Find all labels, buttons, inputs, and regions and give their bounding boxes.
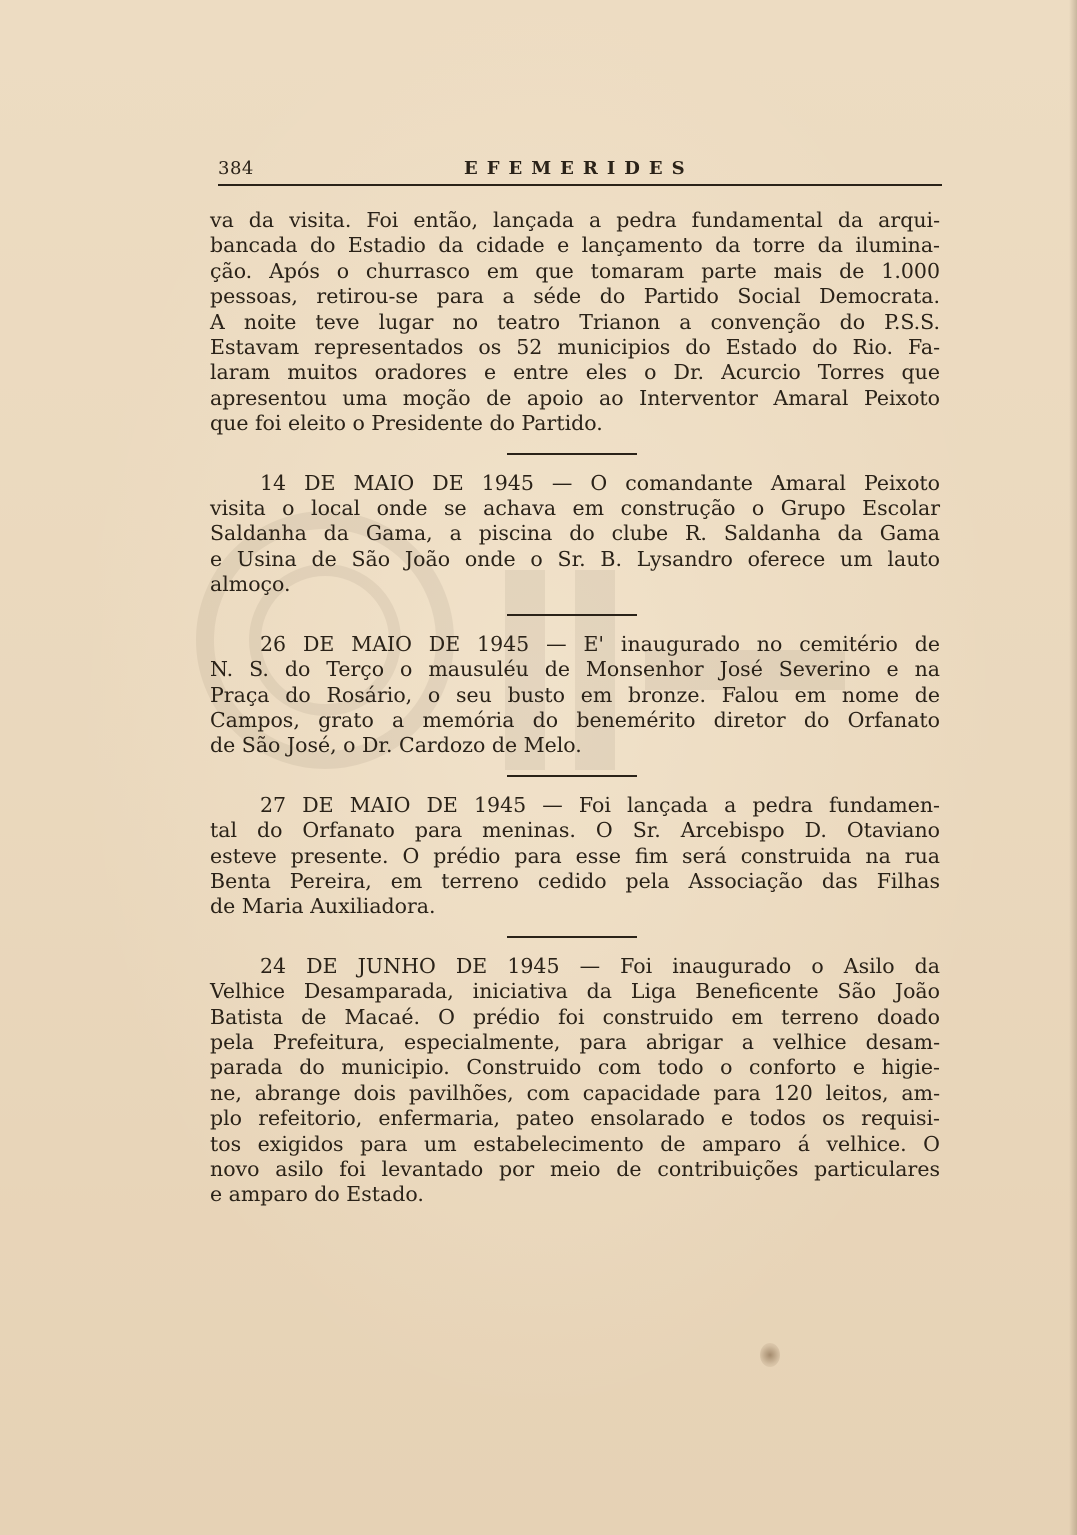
text-line: Batista de Macaé. O prédio foi construido em terreno doado — [210, 1004, 940, 1029]
text-line: laram muitos oradores e entre eles o Dr. Acurcio Torres que — [210, 360, 940, 385]
text-line: Velhice Desamparada, iniciativa da Liga Beneficente São João — [210, 979, 940, 1004]
paper-stain — [760, 1343, 780, 1367]
text-line: pela Prefeitura, especialmente, para abrigar a velhice desam- — [210, 1029, 940, 1054]
text-line: tal do Orfanato para meninas. O Sr. Arcebispo D. Otaviano — [210, 818, 940, 843]
section-separator — [507, 614, 637, 616]
entry-14-maio-1945 — [210, 471, 940, 598]
running-title: EFEMERIDES — [464, 158, 694, 179]
text-line: e Usina de São João onde o Sr. B. Lysandro oferece um lauto — [210, 546, 940, 571]
entry-27-maio-1945 — [210, 793, 940, 920]
text-line: que foi eleito o Presidente do Partido. — [210, 411, 603, 436]
text-line: de São José, o Dr. Cardozo de Melo. — [210, 733, 582, 758]
page-number: 384 — [218, 158, 254, 179]
entry-24-junho-1945 — [210, 954, 940, 1208]
section-separator — [507, 936, 637, 938]
text-line: parada do municipio. Construido com todo o conforto e higie- — [210, 1055, 940, 1080]
text-line: tos exigidos para um estabelecimento de amparo á velhice. O — [210, 1131, 940, 1156]
text-line: visita o local onde se achava em construção o Grupo Escolar — [210, 496, 940, 521]
text-line: ne, abrange dois pavilhões, com capacidade para 120 leitos, am- — [210, 1080, 940, 1105]
text-line: apresentou uma moção de apoio ao Interventor Amaral Peixoto — [210, 385, 940, 410]
text-line: ção. Após o churrasco em que tomaram parte mais de 1.000 — [210, 258, 940, 283]
text-line: Benta Pereira, em terreno cedido pela Associação das Filhas — [210, 868, 940, 893]
text-line: plo refeitorio, enfermaria, pateo ensolarado e todos os requisi- — [210, 1106, 940, 1131]
text-line: 24 DE JUNHO DE 1945 — Foi inaugurado o Asilo da — [260, 953, 940, 978]
page-header — [218, 158, 942, 188]
text-line: Saldanha da Gama, a piscina do clube R. Saldanha da Gama — [210, 521, 940, 546]
text-line: almoço. — [210, 572, 291, 597]
text-line: e amparo do Estado. — [210, 1182, 424, 1207]
page-edge-shadow — [1069, 0, 1077, 1535]
text-line: N. S. do Terço o mausuléu de Monsenhor José Severino e na — [210, 657, 940, 682]
text-line: Campos, grato a memória do benemérito diretor do Orfanato — [210, 707, 940, 732]
text-line: pessoas, retirou-se para a séde do Partido Social Democrata. — [210, 284, 940, 309]
text-line: 27 DE MAIO DE 1945 — Foi lançada a pedra fundamen- — [260, 792, 940, 817]
entry-26-maio-1945 — [210, 632, 940, 759]
text-line: novo asilo foi levantado por meio de contribuições particulares — [210, 1157, 940, 1181]
text-line: de Maria Auxiliadora. — [210, 894, 436, 919]
text-line: 26 DE MAIO DE 1945 — E' inaugurado no cemitério de — [260, 631, 940, 656]
section-separator — [507, 775, 637, 777]
text-line: Praça do Rosário, o seu busto em bronze. Falou em nome de — [210, 682, 940, 707]
text-line: va da visita. Foi então, lançada a pedra fundamental da arqui- — [210, 208, 940, 232]
text-line: esteve presente. O prédio para esse fim será construida na rua — [210, 843, 940, 868]
text-line: Estavam representados os 52 municipios do Estado do Rio. Fa- — [210, 335, 940, 360]
section-separator — [507, 453, 637, 455]
entry-continuation — [210, 208, 940, 437]
header-rule — [218, 184, 942, 186]
text-line: 14 DE MAIO DE 1945 — O comandante Amaral Peixoto — [260, 470, 940, 495]
text-line: bancada do Estadio da cidade e lançamento da torre da ilumina- — [210, 233, 940, 258]
body-text — [210, 208, 940, 1208]
text-line: A noite teve lugar no teatro Trianon a convenção do P.S.S. — [210, 309, 940, 334]
